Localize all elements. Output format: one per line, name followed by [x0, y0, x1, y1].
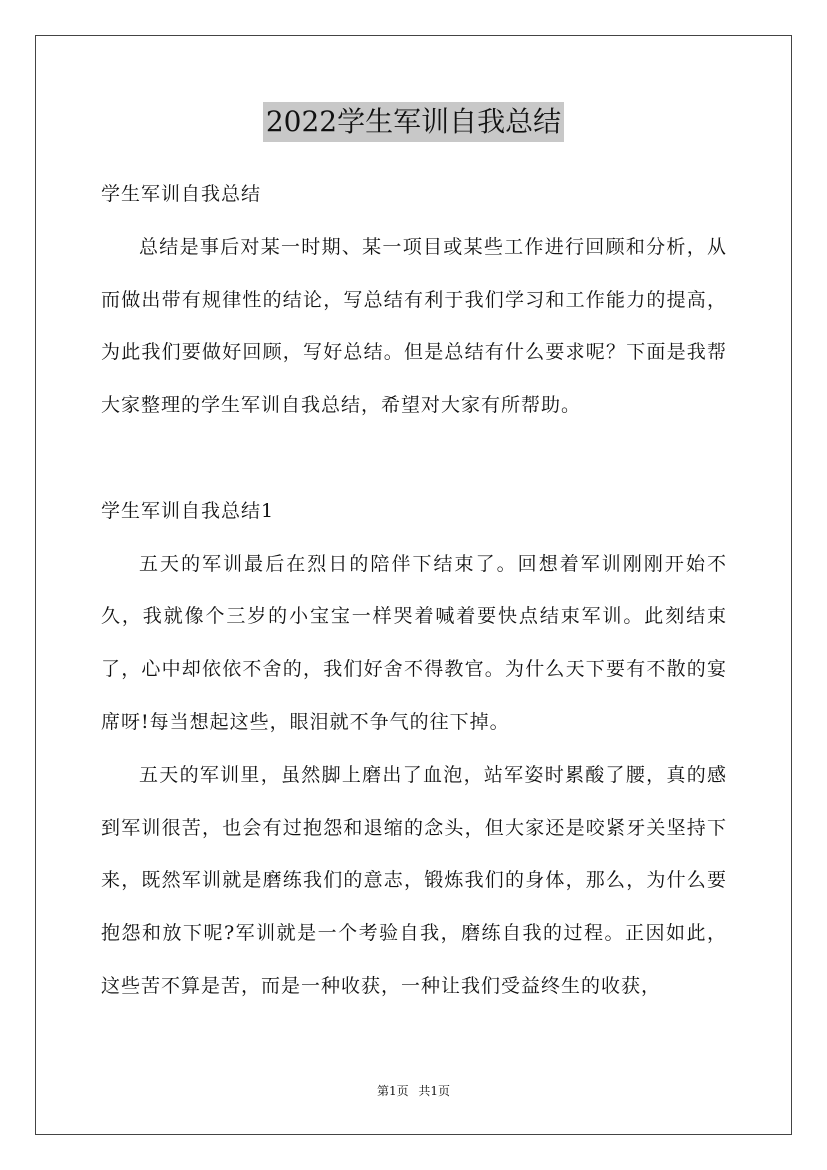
section-heading: 学生军训自我总结1 [101, 499, 275, 522]
intro-heading: 学生军训自我总结 [101, 183, 262, 205]
blank-line [101, 432, 727, 485]
page-number: 第1页 [376, 1084, 409, 1098]
document-body [101, 168, 727, 1013]
document-title: 2022学生军训自我总结 [263, 102, 564, 142]
total-pages: 共1页 [418, 1084, 451, 1098]
section-paragraph: 五天的军训最后在烈日的陪伴下结束了。回想着军训刚刚开始不久，我就像个三岁的小宝宝一样哭着喊着要快点结束军训。此刻结束了，心中却依依不舍的，我们好舍不得教官。为什么天下要有不散的宴席呀!每当想起这些，眼泪就不争气的往下掉。 [101, 552, 727, 733]
intro-paragraph: 总结是事后对某一时期、某一项目或某些工作进行回顾和分析，从而做出带有规律性的结论，写总结有利于我们学习和工作能力的提高，为此我们要做好回顾，写好总结。但是总结有什么要求呢？下面是我帮大家整理的学生军训自我总结，希望对大家有所帮助。 [101, 235, 727, 417]
title-container [0, 102, 827, 142]
section-paragraph: 五天的军训里，虽然脚上磨出了血泡，站军姿时累酸了腰，真的感到军训很苦，也会有过抱怨和退缩的念头，但大家还是咬紧牙关坚持下来，既然军训就是磨练我们的意志，锻炼我们的身体，那么，为什么要抱怨和放下呢?军训就是一个考验自我，磨练自我的过程。正因如此，这些苦不算是苦，而是一种收获，一种让我们受益终生的收获， [101, 763, 727, 997]
page-footer [0, 1082, 827, 1100]
